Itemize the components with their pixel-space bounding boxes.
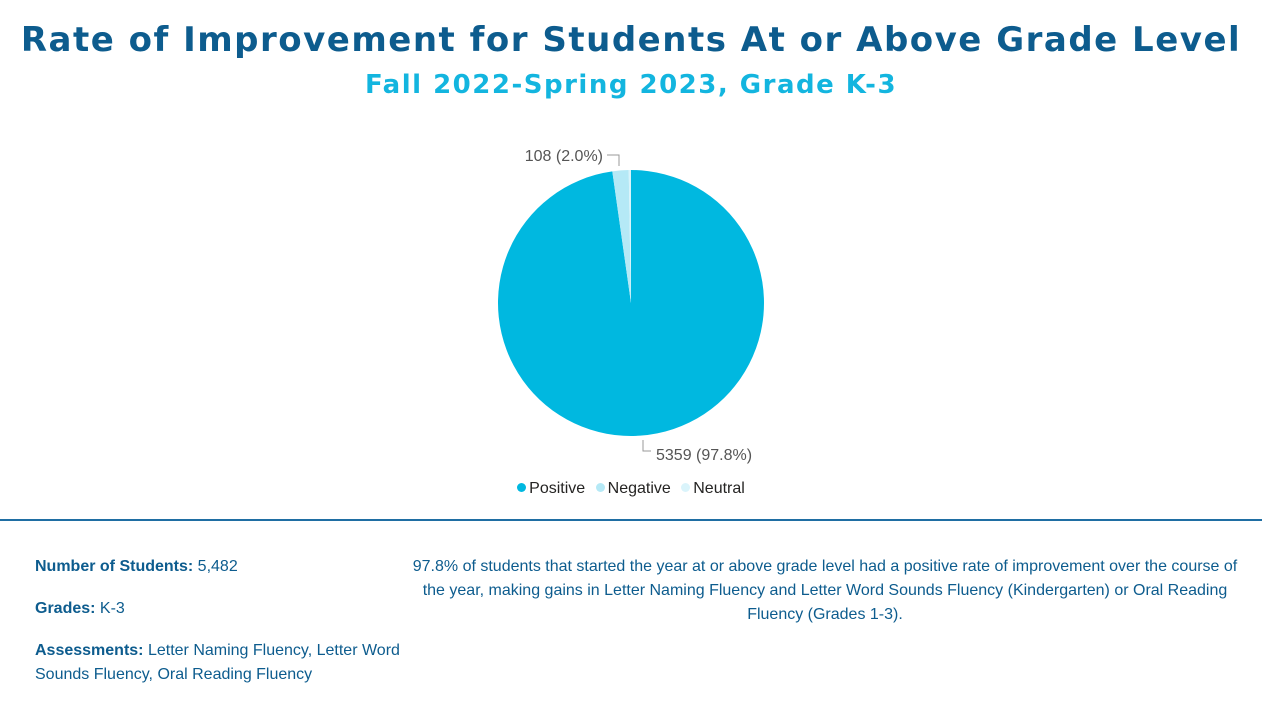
legend-swatch-positive <box>517 483 526 492</box>
students-label: Number of Students: <box>35 558 194 575</box>
legend-swatch-negative <box>596 483 605 492</box>
data-label-negative: 108 (2.0%) <box>524 148 603 165</box>
label-leader-negative <box>607 155 619 166</box>
grades-row <box>35 597 405 621</box>
legend-item-positive[interactable] <box>517 480 585 498</box>
page-title: Rate of Improvement for Students At or Above Grade Level <box>20 20 1242 60</box>
assessments-row <box>35 639 405 687</box>
summary-text: 97.8% of students that started the year at or above grade level had a positive rate of improvement over the course of the year, making gains in Letter Naming Fluency and Letter Word Sounds Fluency (Kindergarten) or Oral Reading Fluency (Grades 1-3). <box>412 558 1238 623</box>
legend-item-neutral[interactable] <box>681 480 745 498</box>
section-divider <box>0 519 1262 521</box>
chart-legend <box>0 480 1262 498</box>
assessments-label: Assessments: <box>35 642 144 659</box>
label-leader-positive <box>643 440 651 451</box>
page-subtitle: Fall 2022-Spring 2023, Grade K-3 <box>364 70 898 100</box>
pie-slices <box>498 170 764 436</box>
grades-label: Grades: <box>35 600 96 617</box>
legend-item-negative[interactable] <box>596 480 671 498</box>
legend-label-negative: Negative <box>607 480 671 497</box>
legend-swatch-neutral <box>681 483 690 492</box>
legend-label-neutral: Neutral <box>693 480 745 497</box>
info-panel <box>35 555 405 705</box>
legend-label-positive: Positive <box>529 480 586 497</box>
students-value: 5,482 <box>197 558 238 575</box>
assessments-value: Letter Naming Fluency, Letter Word Sounds Fluency, Oral Reading Fluency <box>35 642 400 683</box>
data-label-positive: 5359 (97.8%) <box>656 447 753 464</box>
students-row <box>35 555 405 579</box>
grades-value: K-3 <box>99 600 125 617</box>
